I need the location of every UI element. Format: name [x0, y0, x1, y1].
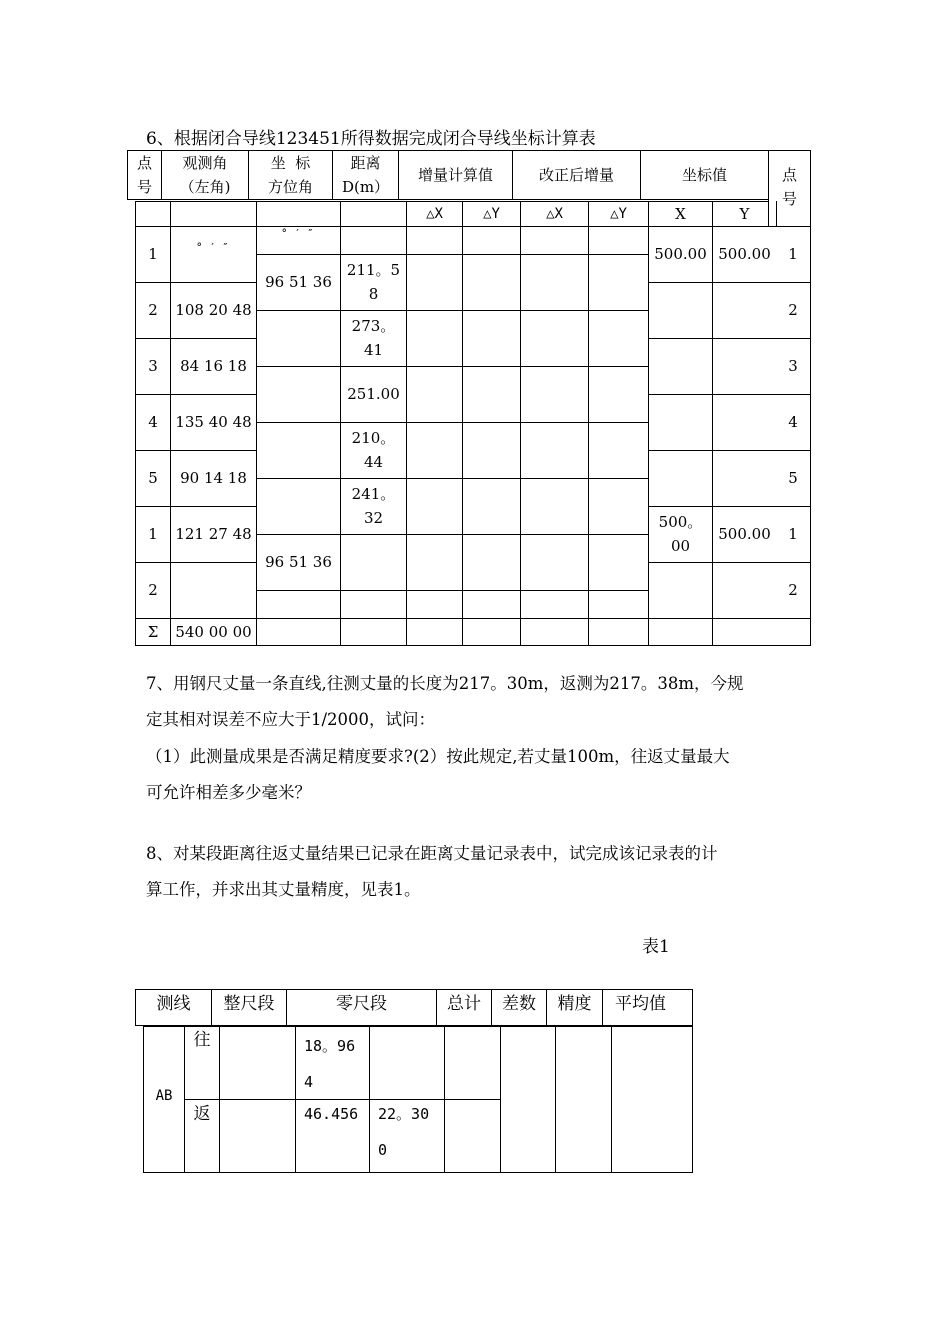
t2-line-ab: AB — [155, 1088, 173, 1104]
hdr-dx2: △X — [546, 206, 563, 222]
hdr-obs-b: （左角) — [179, 178, 231, 196]
table-rule — [648, 201, 649, 646]
table-rule — [127, 199, 768, 200]
table-rule — [219, 1026, 220, 1173]
table-rule — [256, 534, 648, 535]
table-rule — [256, 366, 648, 367]
angle-1-end: 121 27 48 — [175, 525, 252, 543]
table-rule — [444, 1026, 445, 1173]
table-rule — [692, 1026, 693, 1173]
hdr-point-a: 点 — [136, 154, 152, 172]
point-1-end-right: 1 — [788, 525, 798, 543]
azimuth-1: 96 51 36 — [265, 273, 332, 291]
table-rule — [462, 201, 463, 646]
table-rule — [256, 590, 648, 591]
dist-5a: 241。 — [351, 485, 396, 503]
point-1-right: 1 — [788, 245, 798, 263]
t2-hdr-average: 平均值 — [615, 994, 666, 1014]
point-4: 4 — [148, 413, 158, 431]
point-1-end: 1 — [148, 525, 158, 543]
table-rule — [135, 562, 256, 563]
t2-back-zero2-a: 22。30 — [378, 1105, 430, 1123]
q7-line4: 可允许相差多少毫米？ — [146, 783, 311, 802]
t2-back-zero1: 46.456 — [304, 1105, 359, 1123]
coord-x-1: 500.00 — [654, 245, 707, 263]
dist-5b: 32 — [363, 509, 384, 527]
table-rule — [810, 150, 811, 646]
t2-hdr-zero: 零尺段 — [336, 994, 387, 1014]
q6-title: 6、根据闭合导线123451所得数据完成闭合导线坐标计算表 — [146, 129, 596, 149]
table-rule — [611, 1026, 612, 1173]
t2-go-zero-b: 4 — [304, 1073, 314, 1091]
hdr-dist-a: 距离 — [350, 154, 381, 172]
angle-3: 84 16 18 — [180, 357, 247, 375]
azimuth-end: 96 51 36 — [265, 553, 332, 571]
t2-back-zero2-b: 0 — [378, 1141, 388, 1159]
t2-back: 返 — [193, 1104, 211, 1124]
table-rule — [135, 618, 810, 619]
hdr-dy2: △Y — [610, 206, 627, 222]
t2-hdr-diff: 差数 — [502, 994, 536, 1014]
table-rule — [256, 201, 257, 646]
table-rule — [648, 562, 810, 563]
table-rule — [135, 989, 692, 990]
hdr-point-b: 号 — [136, 178, 152, 196]
hdr-point2-a: 点 — [781, 166, 797, 184]
coord-x-end-b: 00 — [670, 537, 691, 555]
table-rule — [648, 506, 810, 507]
hdr-dx1: △X — [426, 206, 443, 222]
point-2-right: 2 — [788, 301, 798, 319]
angle-5: 90 14 18 — [180, 469, 247, 487]
table-rule — [500, 1026, 501, 1173]
hdr-dy1: △Y — [483, 206, 500, 222]
table-rule — [520, 201, 521, 646]
q7-line3: （1）此测量成果是否满足精度要求?(2）按此规定,若丈量100m，往返丈量最大 — [146, 747, 730, 766]
table-rule — [256, 422, 648, 423]
point-3: 3 — [148, 357, 158, 375]
table-rule — [648, 282, 810, 283]
hdr-obs-a: 观测角 — [182, 154, 228, 172]
q7-line1: 7、用钢尺丈量一条直线,往测丈量的长度为217。30m，返测为217。38m，今规 — [146, 674, 744, 693]
table-rule — [135, 282, 256, 283]
table-rule — [588, 201, 589, 646]
dist-4a: 210。 — [351, 429, 396, 447]
point-2-end: 2 — [148, 581, 158, 599]
table-rule — [143, 1172, 692, 1173]
hdr-coordinate: 坐标值 — [681, 166, 727, 184]
table-rule — [712, 201, 713, 646]
hdr-azi-b: 方位角 — [267, 178, 313, 196]
coord-y-end: 500.00 — [718, 525, 771, 543]
coord-y-1: 500.00 — [718, 245, 771, 263]
hdr-azi-a: 坐 标 — [270, 154, 311, 172]
dist-2a: 273。 — [351, 317, 396, 335]
q8-line1: 8、对某段距离往返丈量结果已记录在距离丈量记录表中，试完成该记录表的计 — [146, 844, 718, 863]
point-2: 2 — [148, 301, 158, 319]
table-rule — [256, 254, 648, 255]
table-rule — [555, 1026, 556, 1173]
q7-line2: 定其相对误差不应大于1/2000，试问： — [146, 710, 436, 729]
angle-4: 135 40 48 — [175, 413, 252, 431]
point-3-right: 3 — [788, 357, 798, 375]
hdr-corrected: 改正后增量 — [538, 166, 614, 184]
table-rule — [256, 310, 648, 311]
t2-hdr-whole: 整尺段 — [223, 994, 275, 1014]
table-rule — [135, 645, 810, 646]
point-2-end-right: 2 — [788, 581, 798, 599]
table-rule — [135, 450, 256, 451]
table-rule — [135, 506, 256, 507]
table-rule — [256, 478, 648, 479]
hdr-dist-b: D(m） — [341, 178, 390, 196]
hdr-y: Y — [739, 205, 750, 223]
dist-1b: 8 — [368, 285, 379, 303]
table-rule — [692, 989, 693, 1026]
table-rule — [648, 394, 810, 395]
coord-x-end-a: 500。 — [658, 513, 703, 531]
t2-hdr-total: 总计 — [447, 994, 481, 1014]
table-rule — [135, 338, 256, 339]
angle-2: 108 20 48 — [175, 301, 252, 319]
table-rule — [648, 338, 810, 339]
point-5: 5 — [148, 469, 158, 487]
q8-line2: 算工作，并求出其丈量精度，见表1。 — [146, 880, 421, 899]
angle-sum: 540 00 00 — [175, 623, 252, 641]
table-rule — [143, 1026, 692, 1027]
point-4-right: 4 — [788, 413, 798, 431]
dist-4b: 44 — [363, 453, 384, 471]
hdr-point2-b: 号 — [781, 190, 797, 208]
table-rule — [295, 1026, 296, 1173]
sum-label: Σ — [147, 623, 159, 641]
point-5-right: 5 — [788, 469, 798, 487]
angle-units: ° ′ ″ — [196, 241, 231, 254]
table-rule — [135, 226, 810, 227]
table-rule — [406, 201, 407, 646]
point-1: 1 — [148, 245, 158, 263]
table1-label: 表1 — [642, 937, 670, 957]
dist-2b: 41 — [363, 341, 384, 359]
table-rule — [135, 394, 256, 395]
dist-3: 251.00 — [347, 385, 400, 403]
t2-hdr-line: 测线 — [156, 994, 191, 1014]
dist-1a: 211。5 — [346, 261, 401, 279]
hdr-increment: 增量计算值 — [417, 166, 493, 184]
azimuth-units: ° ′ ″ — [281, 227, 316, 240]
t2-go-zero-a: 18。96 — [304, 1037, 356, 1055]
hdr-x: X — [675, 205, 686, 223]
t2-hdr-precision: 精度 — [557, 994, 592, 1014]
table-rule — [648, 450, 810, 451]
t2-go: 往 — [193, 1030, 211, 1050]
